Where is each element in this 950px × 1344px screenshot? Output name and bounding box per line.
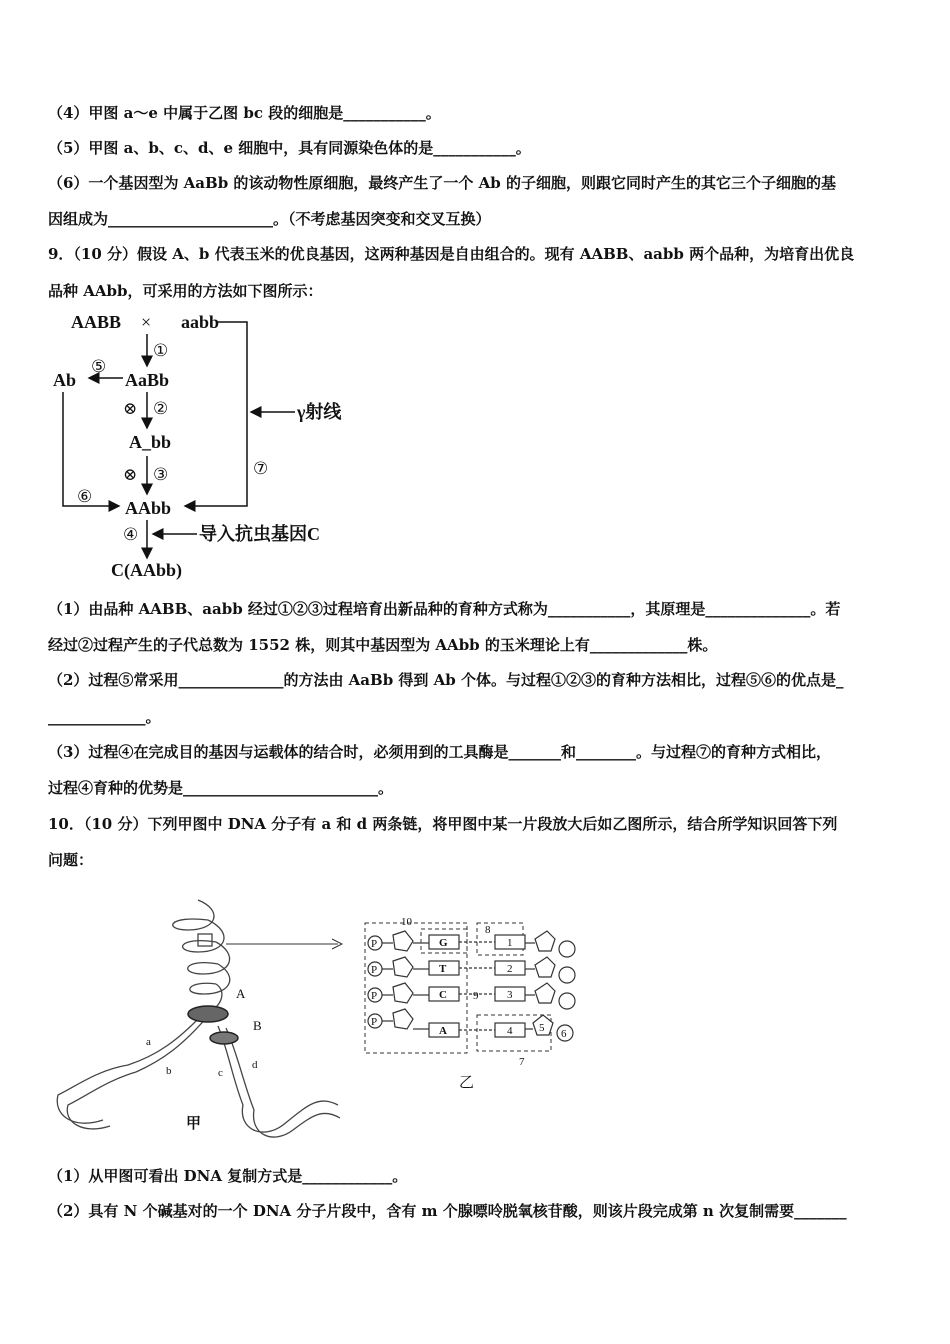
selfed-a-bb: A_bb xyxy=(129,432,172,452)
step-6: ⑥ xyxy=(77,487,93,506)
q9-part1-line2: 经过②过程产生的子代总数为 1552 株，则其中基因型为 AAbb 的玉米理论上有_____________株。 xyxy=(48,636,718,654)
q8-part5: （5）甲图 a、b、c、d、e 细胞中，具有同源染色体的是___________。 xyxy=(48,139,531,157)
base-c: C xyxy=(439,989,447,1001)
base-t: T xyxy=(439,963,447,975)
step-2: ② xyxy=(153,399,169,418)
label-yi: 乙 xyxy=(459,1075,475,1091)
self-symbol-1: ⊗ xyxy=(123,399,138,418)
label-B: B xyxy=(253,1018,262,1033)
q8-part4: （4）甲图 a～e 中属于乙图 bc 段的细胞是___________。 xyxy=(48,104,441,122)
breeding-diagram xyxy=(45,308,365,588)
q9-part1-line1: （1）由品种 AABB、aabb 经过①②③过程培育出新品种的育种方式称为___________，其原理是______________。若 xyxy=(48,600,841,618)
label-c: c xyxy=(218,1067,223,1079)
step-5: ⑤ xyxy=(91,357,107,376)
q9-part3-line2: 过程④育种的优势是__________________________。 xyxy=(48,779,394,797)
f1-aabb: AaBb xyxy=(125,370,170,390)
label-b: b xyxy=(166,1065,172,1077)
label-a: a xyxy=(146,1036,151,1048)
haploid-ab: Ab xyxy=(53,370,77,390)
q10-intro-line1: 10．（10 分）下列甲图中 DNA 分子有 a 和 d 两条链，将甲图中某一片段放大后如乙图所示，结合所学知识回答下列 xyxy=(48,815,838,833)
step-3: ③ xyxy=(153,465,169,484)
label-A: A xyxy=(236,986,246,1001)
parent-aabb-lower: aabb xyxy=(181,312,220,332)
num-7: 7 xyxy=(519,1056,525,1068)
num-10: 10 xyxy=(401,916,412,928)
base-g: G xyxy=(439,937,448,949)
base-1: 1 xyxy=(507,937,513,949)
step-1: ① xyxy=(153,341,169,360)
base-a: A xyxy=(439,1025,447,1037)
num-8: 8 xyxy=(485,924,491,936)
base-4: 4 xyxy=(507,1025,513,1037)
phosphate-2: P xyxy=(371,964,378,976)
q8-part6-line2: 因组成为______________________。（不考虑基因突变和交叉互换） xyxy=(48,210,491,228)
fork-b-ellipse xyxy=(210,1032,238,1044)
gamma-label: γ射线 xyxy=(297,402,342,422)
phosphate-4: P xyxy=(371,1016,378,1028)
self-symbol-2: ⊗ xyxy=(123,465,138,484)
q8-part6-line1: （6）一个基因型为 AaBb 的该动物性原细胞，最终产生了一个 Ab 的子细胞，则跟它同时产生的其它三个子细胞的基 xyxy=(48,174,836,192)
cross-symbol: × xyxy=(141,312,152,332)
phosphate-1: P xyxy=(371,938,378,950)
gene-label: 导入抗虫基因C xyxy=(199,524,320,544)
q9-part2-line1: （2）过程⑤常采用______________的方法由 AaBb 得到 Ab 个体。与过程①②③的育种方法相比，过程⑤⑥的优点是_ xyxy=(48,671,844,689)
num-6: 6 xyxy=(561,1028,567,1040)
dna-figure-yi xyxy=(355,915,595,1095)
dna-figure-jia xyxy=(48,890,348,1150)
q9-part2-line2: _____________。 xyxy=(48,708,161,726)
q9-intro-line1: 9．（10 分）假设 A、b 代表玉米的优良基因，这两种基因是自由组合的。现有 AABB、aabb 两个品种，为培育出优良 xyxy=(48,245,855,263)
final-c-aabb: C(AAbb) xyxy=(111,560,183,580)
base-2: 2 xyxy=(507,963,513,975)
parent-aabb-upper: AABB xyxy=(71,312,122,332)
label-jia: 甲 xyxy=(186,1116,202,1132)
fork-a-ellipse xyxy=(188,1006,228,1022)
q10-intro-line2: 问题： xyxy=(48,851,94,869)
q10-part2: （2）具有 N 个碱基对的一个 DNA 分子片段中，含有 m 个腺嘌呤脱氧核苷酸，则该片段完成第 n 次复制需要_______ xyxy=(48,1202,847,1220)
q9-part3-line1: （3）过程④在完成目的基因与运载体的结合时，必须用到的工具酶是_______和________。与过程⑦的育种方式相比， xyxy=(48,743,831,761)
q9-intro-line2: 品种 AAbb，可采用的方法如下图所示： xyxy=(48,282,323,300)
num-9: 9 xyxy=(473,990,479,1002)
num-5: 5 xyxy=(539,1022,545,1034)
label-d: d xyxy=(252,1059,258,1071)
q10-part1: （1）从甲图可看出 DNA 复制方式是____________。 xyxy=(48,1167,408,1185)
target-aabb: AAbb xyxy=(125,498,172,518)
base-3: 3 xyxy=(507,989,513,1001)
step-7: ⑦ xyxy=(253,459,269,478)
phosphate-3: P xyxy=(371,990,378,1002)
step-4: ④ xyxy=(123,525,139,544)
